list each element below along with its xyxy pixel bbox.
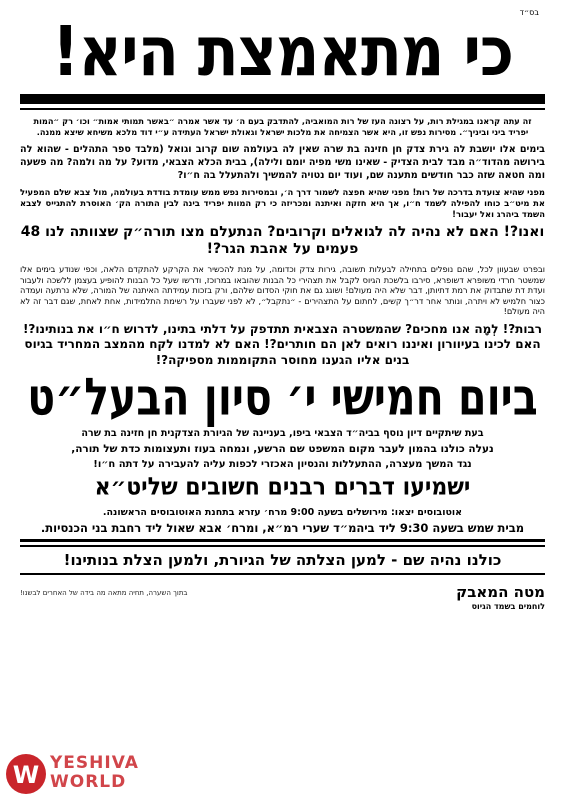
paragraph-background: ובפרט שבעוון לכל, שהם נופלים בתחילה לבעלות תשובה, גירות צדק וכדומה, על מנת להכשיר את הקרקע להתקדם הלאה, וכפי שנודע בימים אלו שמשטר חרדי משופרא דשופרא, סירבו בלשכת הגיוס לקבל את תצהירי כל הבנות שהובאו במרוכז, ודרשו שעל כל הבנות להופיע בעצמן ללשכה ולעבור ועדת דת שתבדוק את רמת דתיותן, דבר שלא היה מעולם! ושוגג גם את חוקי הסדום שלהם, ורק בזכות עמידתה האיתנה של המורה, שלא נרתעה ועמדה כצור חלמיש לא ויתרה, ונותר אחר דר״ך קשים, לחתום על התצהירים - ״נתקבל״, לא לפני שעברו על רשימת התלמידות, אחת לאחת, שגם דבר זה לא היה מעולם! [20,264,545,317]
question-headline: ואנו?! האם לא נהיה לה לגואלים וקרובים? הנתעלם מצו תורה״ק שצוותה לנו 48 פעמים על אהבת הגר?! [20,224,545,257]
divider-bottom [20,539,545,542]
org-name: מטה המאבק [456,583,545,602]
divider-thin [20,108,545,110]
paragraph-ruth: מפני שהיא צועדת בדרכה של רות! מפני שהיא חפצה לשמור דרך ה׳, ובמסירות נפש ממש עומדת בודדת בעולמה, מול צבא שלם המפעיל את מיט״ב כוחו להפילה לשמד ח״ו, אך היא חזקה ואיתנה ומכריזה כי רק המוות יפריד בינה לבין התורה הק׳ האוסרת להתגייס לצבא השמד ביהרג ואל יעבור! [20,187,545,219]
paragraph-prisoner: בימים אלו יושבת לה גירת צדק חן חזינה בת שרה שאין לה בעולמה שום קרוב וגואל (מלבד ספר התהלים - שהוא לה בירושה מהדוד״ה מבד לבית הצדיק - שאינו משי מפיה יומם ולילה), בבית הכלא הצבאי, מדוע? על מה ולמה? מה פשעה ומה חטאה שזה כבר חודשים מתענה שם, ועוד יום נטויה להמשיך ולהתעלל בה ח״ו? [20,144,545,181]
logo-line-1: YESHIVA [50,753,139,773]
headline: כי מתאמצת היא! [51,11,514,93]
logo-wordmark [50,754,139,792]
event-date: ביום חמישי י׳ סיון הבעל״ט [27,367,538,428]
yeshiva-world-news-logo [6,752,196,798]
intro-text: זה עתה קראנו במגילת רות, על רצונה העז של רות המואביה, להתדבק בעם ה׳ עד אשר אמרה ״באשר תמותי אמות״ וכו׳ רק ״המות יפריד ביני וביניך״. מסירות נפש זו, היא אשר הצמיחה את מלכות ישראל וגאולת ישראל העתידה ע״י דוד מלכא משיחא שיצא ממנה. [33,116,532,137]
event-protest: נגד המשך מעצרה, ההתעללות והנסיון האכזרי לכפות עליה להעבירה על דתה ח״ו! [93,458,472,470]
footer-note: בתוך השערה, תחיה מתאה מה בידה של האחרים לבשנו! [20,589,188,598]
bus-jerusalem [20,507,545,519]
logo-line-2: WORLD [50,772,127,792]
footer [20,583,545,612]
bus-beit-shemesh: מבית שמש בשעה 9:30 ליד ביהמ״ד שערי רמ״א, ומרח׳ אבא שאול ליד רחבת בני הכנסיות. [40,521,525,536]
bsd-mark: בס״ד [519,8,539,17]
bus-jerusalem-text: מירושלים בשעה 9:00 מרח׳ עזרא בתחנת האוטובוסים הראשונה. [102,507,388,519]
event-call: נעלה כולנו בהמון לעבר מקום המשפט שם הרשע, ונמחה בעוז ותעצומות כדת של תורה, [71,442,494,455]
org-tagline: לוחמים בשמד הגיוס [471,602,545,612]
event-details: בעת שיתקיים דיון נוסף בביה״ד הצבאי ביפו, בעניינה של הגיורת הצדקנית חן חזינה בת שרה [81,428,484,440]
question-paragraph: רבות?! לְמָה אנו מחכים? שהמשטרה הצבאית תתדפק על דלתי בתינו, לדרוש ח״ו את בנותינו?! האם לכינו בעיוורון ואיננו רואים לאן הם חותרים?! האם לא למדנו לקח מהמצב המחריד בגיוס בנים אליו הגענו מחוסר התקוממות מספיקה?! [22,321,543,367]
organization [456,583,545,612]
closing-slogan: כולנו נהיה שם - למען הצלתה של הגיורת, ולמען הצלת בנותינו! [20,545,545,575]
speakers-line: ישמיעו דברים רבנים חשובים שליט״א [94,474,471,502]
logo-mark-icon: W [6,754,46,794]
bus-label: אוטובוסים יצאו: [390,507,463,519]
